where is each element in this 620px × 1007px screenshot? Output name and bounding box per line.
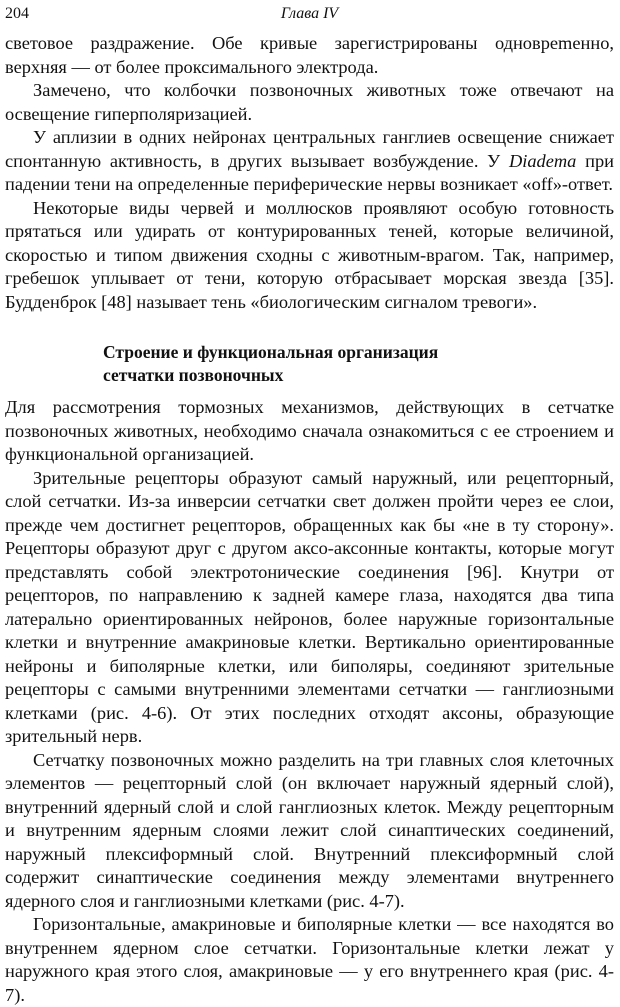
- paragraph-layers: Сетчатку позвоночных можно разделить на три главных слоя клеточных элементов — рецепторный слой (он включает наружный ядерный слой), внутренний ядерный слой и слой ганглиозных клеток. Между рецепторным и внутренним ядерным слоями лежит слой синаптических соединений, наружный плексиформный слой. Внутренний плексиформный слой содержит синаптические соединения между элементами внутреннего ядерного слоя и ганглиозными клетками (рис. 4-7).: [5, 749, 614, 911]
- section-heading: [5, 341, 614, 387]
- species-name: Diadema: [508, 150, 577, 171]
- section-heading-line-1: Строение и функциональная организация: [103, 342, 439, 362]
- paragraph-continued: световое раздражение. Обе кривые зарегистрированы одновреmенно, верхняя — от более проксимального электрода.: [5, 33, 614, 77]
- aplysia-tail: при падении тени на определенные периферические нервы возникает «off»-ответ.: [5, 150, 614, 194]
- paragraph-receptors: Зрительные рецепторы образуют самый наружный, или рецепторный, слой сетчатки. Из-за инверсии сетчатки свет должен пройти через ее слои, прежде чем достигнет рецепторов, обращенных как бы «не в ту сторону». Рецепторы образуют друг с другом аксо-аксонные контакты, которые могут представлять собой электротонические соединения [96]. Кнутри от рецепторов, по направлению к задней камере глаза, находятся два типа латерально ориентированных нейронов, более наружные горизонтальные клетки и внутренние амакриновые клетки. Вертикально ориентированные нейроны и биполярные клетки, или биполяры, соединяют зрительные рецепторы с самыми внутренними элементами сетчатки — ганглиозными клетками (рис. 4-6). От этих последних отходят аксоны, образующие зрительный нерв.: [5, 467, 614, 746]
- section-heading-line-2: сетчатки позвоночных: [103, 365, 284, 385]
- running-head: [5, 2, 614, 32]
- aplysia-text: У аплизии в одних нейронах центральных ганглиев освещение снижает спонтанную активность, в других вызывает возбуждение. У: [5, 127, 614, 171]
- chapter-title: Глава IV: [280, 5, 339, 22]
- paragraph-aplysia: [5, 126, 614, 197]
- paragraph-shadow-response: Некоторые виды червей и моллюсков проявляют особую готовность прятаться или удирать от контурированных теней, которые величиной, скоростью и типом движения сходны с животным-врагом. Так, например, гребешок уплывает от тени, которую отбрасывает морская звезда [35]. Будденброк [48] называет тень «биологическим сигналом тревоги».: [5, 197, 614, 312]
- page-number: 204: [5, 5, 29, 22]
- paragraph-intro: Для рассмотрения тормозных механизмов, действующих в сетчатке позвоночных животных, необходимо сначала ознакомиться с ее строением и функциональной организацией.: [5, 397, 614, 464]
- paragraph-cell-types: Горизонтальные, амакриновые и биполярные клетки — все находятся во внутреннем ядерном слое сетчатки. Горизонтальные клетки лежат у наружного края этого слоя, амакриновые — у его внутреннего края (рис. 4-7).: [5, 914, 614, 1005]
- paragraph-cones: Замечено, что колбочки позвоночных животных тоже отвечают на освещение гиперполяризацией.: [5, 80, 614, 124]
